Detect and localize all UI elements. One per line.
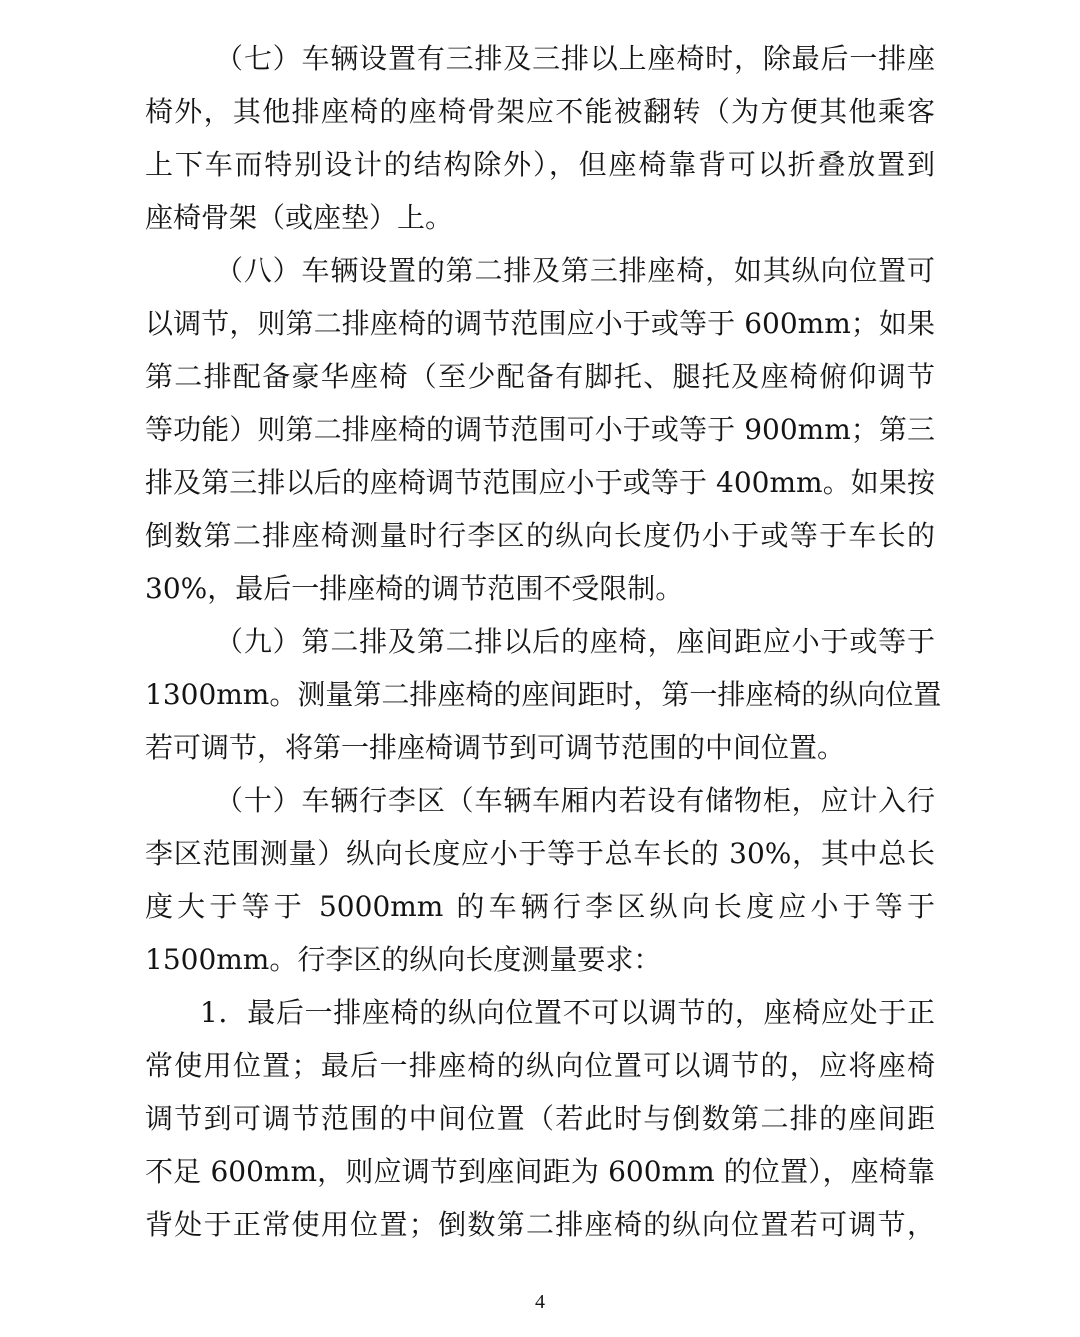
paragraph-8-line-2: 以调节，则第二排座椅的调节范围应小于或等于 600mm；如果 (145, 307, 935, 340)
paragraph-8-line-7: 30%，最后一排座椅的调节范围不受限制。 (145, 572, 684, 605)
paragraph-8-line-6: 倒数第二排座椅测量时行李区的纵向长度仍小于或等于车长的 (145, 519, 935, 552)
paragraph-8-line-4: 等功能）则第二排座椅的调节范围可小于或等于 900mm；第三 (145, 413, 935, 446)
paragraph-10-line-2: 李区范围测量）纵向长度应小于等于总车长的 30%，其中总长 (145, 837, 935, 870)
paragraph-9-line-1: （九）第二排及第二排以后的座椅，座间距应小于或等于 (215, 625, 935, 658)
paragraph-8-line-3: 第二排配备豪华座椅（至少配备有脚托、腿托及座椅俯仰调节 (145, 360, 935, 393)
paragraph-7-line-4: 座椅骨架（或座垫）上。 (145, 201, 454, 234)
paragraph-8-line-1: （八）车辆设置的第二排及第三排座椅，如其纵向位置可 (215, 254, 935, 287)
paragraph-9-line-3: 若可调节，将第一排座椅调节到可调节范围的中间位置。 (145, 731, 846, 764)
page-number: 4 (535, 1291, 545, 1313)
paragraph-7-line-2: 椅外，其他排座椅的座椅骨架应不能被翻转（为方便其他乘客 (145, 95, 935, 128)
item-1-line-2: 常使用位置；最后一排座椅的纵向位置可以调节的，应将座椅 (145, 1049, 935, 1082)
paragraph-10-line-3: 度大于等于 5000mm 的车辆行李区纵向长度应小于等于 (145, 890, 935, 923)
paragraph-9-line-2: 1300mm。测量第二排座椅的座间距时，第一排座椅的纵向位置 (145, 678, 942, 711)
item-1-line-5: 背处于正常使用位置；倒数第二排座椅的纵向位置若可调节， (145, 1208, 935, 1241)
paragraph-7-line-3: 上下车而特别设计的结构除外），但座椅靠背可以折叠放置到 (145, 148, 935, 181)
paragraph-10-line-4: 1500mm。行李区的纵向长度测量要求： (145, 943, 662, 976)
paragraph-8-line-5: 排及第三排以后的座椅调节范围应小于或等于 400mm。如果按 (145, 466, 935, 499)
item-1-line-4: 不足 600mm，则应调节到座间距为 600mm 的位置），座椅靠 (145, 1155, 935, 1188)
paragraph-7-line-1: （七）车辆设置有三排及三排以上座椅时，除最后一排座 (215, 42, 935, 75)
item-1-line-3: 调节到可调节范围的中间位置（若此时与倒数第二排的座间距 (145, 1102, 935, 1135)
item-1-line-1: 1．最后一排座椅的纵向位置不可以调节的，座椅应处于正 (200, 996, 935, 1029)
paragraph-10-line-1: （十）车辆行李区（车辆车厢内若设有储物柜，应计入行 (215, 784, 935, 817)
